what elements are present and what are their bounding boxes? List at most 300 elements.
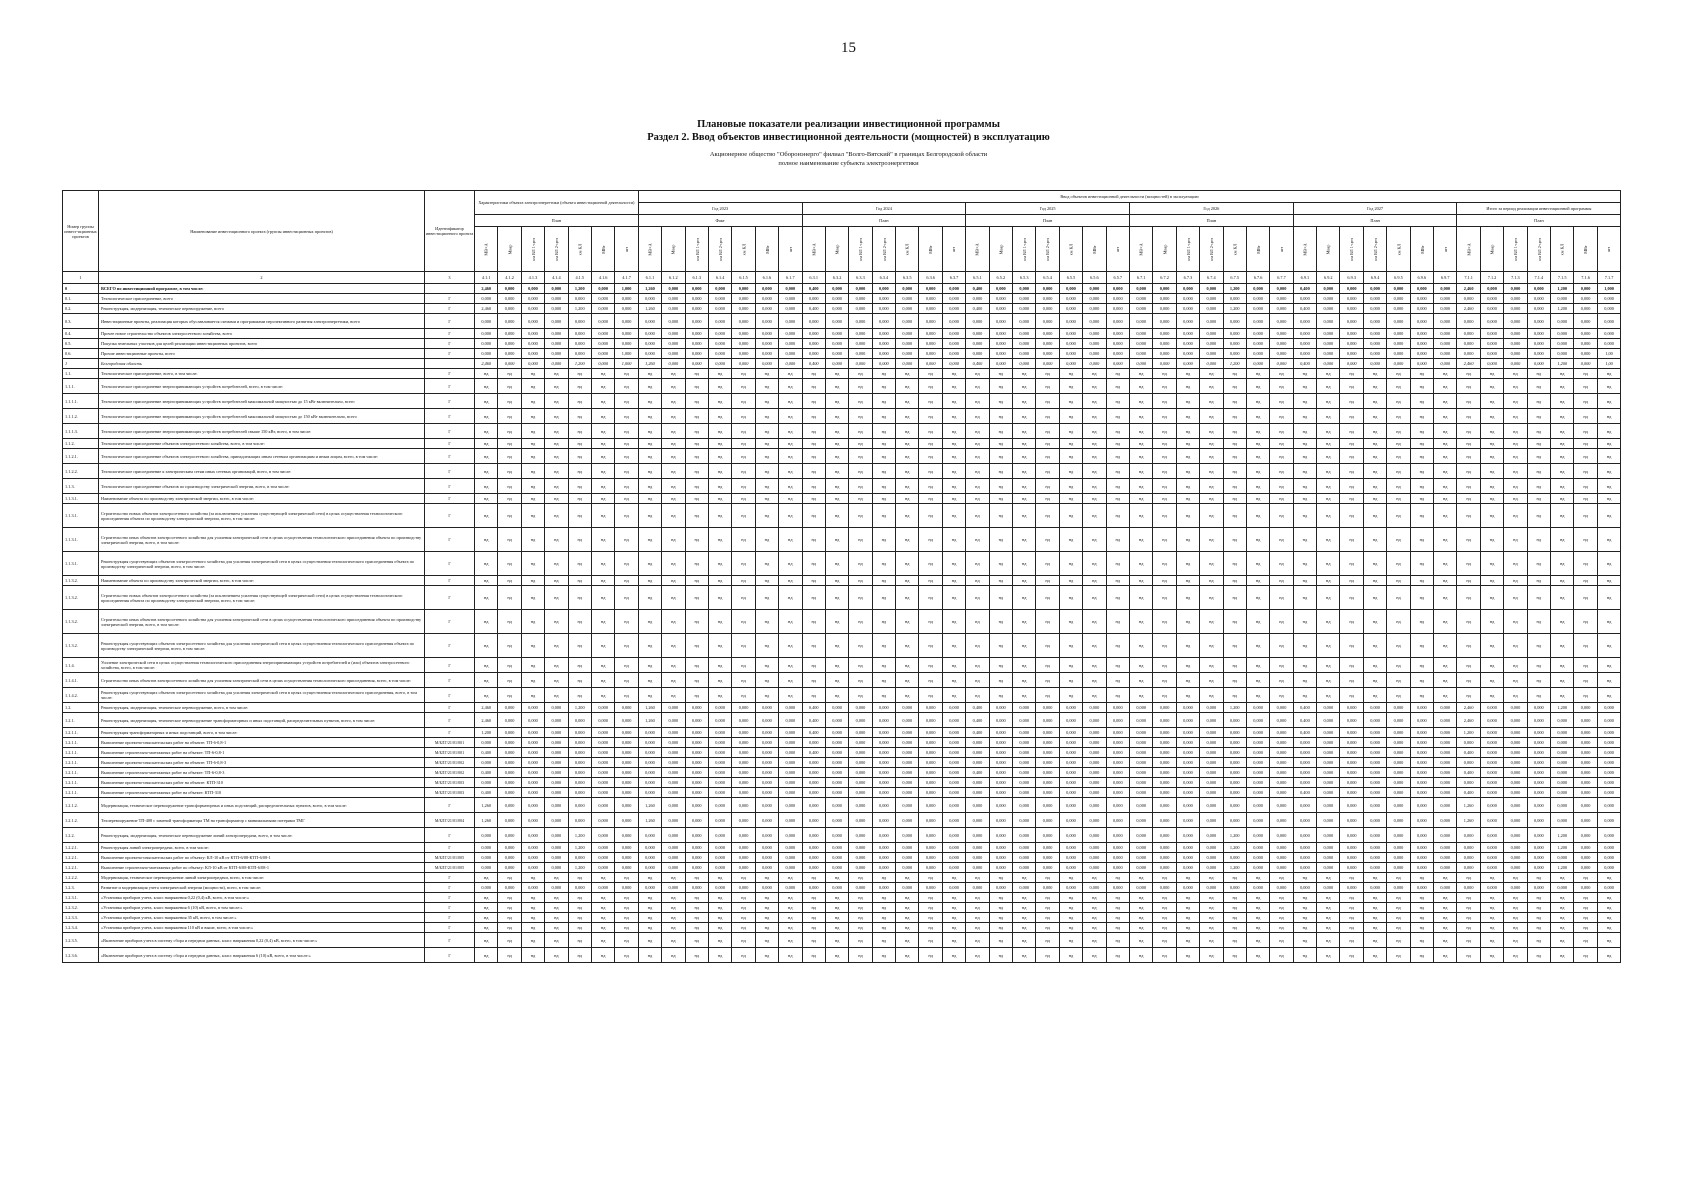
value-cell: 0,000	[1270, 883, 1293, 893]
value-cell: нд	[685, 673, 708, 688]
value-cell: нд	[1480, 479, 1503, 494]
value-cell: нд	[1387, 923, 1410, 933]
value-cell: нд	[1293, 439, 1316, 449]
value-cell: нд	[545, 913, 568, 923]
value-cell: нд	[1106, 394, 1129, 409]
value-cell: нд	[1036, 913, 1059, 923]
value-cell: 0,000	[591, 304, 614, 314]
value-cell: 0,000	[732, 294, 755, 304]
value-cell: нд	[1293, 913, 1316, 923]
value-cell: 0,000	[919, 863, 942, 873]
value-cell: нд	[1527, 479, 1550, 494]
value-cell: 0,000	[872, 314, 895, 329]
value-cell: 0,000	[475, 294, 498, 304]
value-cell: 0,000	[1013, 853, 1036, 863]
column-index: 6.9.1	[1293, 272, 1316, 284]
value-cell: нд	[1387, 948, 1410, 963]
value-cell: 0,000	[1106, 284, 1129, 294]
value-cell: нд	[1200, 586, 1223, 610]
value-cell: 0,000	[1387, 728, 1410, 738]
value-cell: нд	[1059, 479, 1082, 494]
value-cell: 0,000	[1293, 349, 1316, 359]
value-cell: 0,000	[1597, 738, 1621, 748]
value-cell: нд	[1387, 409, 1410, 424]
column-index: 6.3.6	[919, 272, 942, 284]
header-unit-label: км КЛ	[1068, 243, 1074, 255]
value-cell: 0,000	[545, 304, 568, 314]
value-cell: нд	[1551, 394, 1574, 409]
value-cell: нд	[1527, 893, 1550, 903]
value-cell: нд	[1317, 494, 1340, 504]
value-cell: нд	[802, 464, 825, 479]
column-index: 6.3.4	[872, 272, 895, 284]
value-cell: нд	[989, 424, 1012, 439]
value-cell: нд	[1223, 903, 1246, 913]
column-index: 7.1.2	[1480, 272, 1503, 284]
value-cell: нд	[1223, 494, 1246, 504]
identifier-cell: М/БЛГ/21/01/001	[425, 748, 475, 758]
value-cell: нд	[475, 494, 498, 504]
value-cell: нд	[498, 494, 521, 504]
value-cell: 0,000	[779, 853, 802, 863]
value-cell: 0,400	[1293, 728, 1316, 738]
value-cell: нд	[1129, 948, 1152, 963]
value-cell: нд	[896, 948, 919, 963]
header-unit-label: км КЛ	[1395, 243, 1401, 255]
value-cell: 0,000	[615, 768, 638, 778]
identifier-cell: Г	[425, 933, 475, 948]
value-cell: 0,000	[755, 778, 778, 788]
value-cell: 0,000	[1504, 768, 1527, 778]
value-cell: нд	[942, 903, 965, 913]
project-name-cell: Технологическое присоединение энергопринимающих устройств потребителей свыше 150 кВт, всего, в том числе:	[99, 424, 425, 439]
value-cell: нд	[1106, 948, 1129, 963]
value-cell: 0,000	[1129, 738, 1152, 748]
column-index: 1	[63, 272, 99, 284]
value-cell: нд	[615, 913, 638, 923]
value-cell: нд	[1574, 913, 1597, 923]
value-cell: нд	[1246, 923, 1269, 933]
value-cell: нд	[1200, 903, 1223, 913]
investment-table	[62, 190, 1621, 963]
header-unit	[498, 227, 521, 272]
value-cell: 0,000	[779, 713, 802, 728]
value-cell: 0,000	[1480, 883, 1503, 893]
value-cell: нд	[1293, 673, 1316, 688]
value-cell: нд	[989, 576, 1012, 586]
value-cell: нд	[1083, 913, 1106, 923]
column-index: 6.5.7	[1106, 272, 1129, 284]
value-cell: 0,000	[1153, 758, 1176, 768]
header-unit-label: Мвар	[998, 244, 1004, 254]
value-cell: нд	[591, 673, 614, 688]
value-cell: нд	[1293, 586, 1316, 610]
value-cell: нд	[755, 933, 778, 948]
column-index: 6.5.2	[989, 272, 1012, 284]
value-cell: 0,000	[685, 284, 708, 294]
value-cell: нд	[966, 913, 989, 923]
value-cell: нд	[615, 409, 638, 424]
value-cell: нд	[498, 424, 521, 439]
value-cell: 0,000	[498, 713, 521, 728]
value-cell: 0,000	[1317, 703, 1340, 713]
value-cell: нд	[896, 576, 919, 586]
value-cell: 0,000	[662, 713, 685, 728]
value-cell: 0,400	[802, 359, 825, 369]
header-unit	[1270, 227, 1293, 272]
value-cell: нд	[1434, 439, 1457, 449]
value-cell: 0,000	[1597, 843, 1621, 853]
value-cell: 0,000	[1574, 768, 1597, 778]
value-cell: 0,000	[1340, 853, 1363, 863]
value-cell: нд	[591, 504, 614, 528]
value-cell: нд	[685, 913, 708, 923]
project-name-cell: Технологическое присоединение объектов электросетевого хозяйства, принадлежащих иным сетевым организациям и иным лицам, всего, в том числе:	[99, 449, 425, 464]
page-number: 15	[841, 40, 856, 56]
value-cell: нд	[1597, 688, 1621, 703]
value-cell: нд	[1480, 494, 1503, 504]
column-index: 6.3.1	[802, 272, 825, 284]
value-cell: нд	[615, 479, 638, 494]
value-cell: нд	[1551, 933, 1574, 948]
value-cell: 0,000	[755, 703, 778, 713]
table-row	[63, 439, 1621, 449]
value-cell: 1,000	[1597, 284, 1621, 294]
value-cell: 0,000	[825, 778, 848, 788]
value-cell: 0,000	[755, 339, 778, 349]
header-unit	[1036, 227, 1059, 272]
value-cell: 0,000	[732, 349, 755, 359]
value-cell: нд	[1340, 634, 1363, 658]
value-cell: нд	[1013, 610, 1036, 634]
value-cell: нд	[1036, 479, 1059, 494]
project-name-cell: Реконструкция существующих объектов электросетевого хозяйства для усиления электрической сети в целях осуществления технологического присоединения, всего, в том числе:	[99, 688, 425, 703]
value-cell: 0,000	[1129, 294, 1152, 304]
value-cell: нд	[802, 552, 825, 576]
value-cell: 0,000	[1059, 853, 1082, 863]
row-number: 1.1.3.2.	[63, 576, 99, 586]
value-cell: 0,000	[568, 813, 591, 828]
header-unit-label: шт	[787, 246, 793, 252]
value-cell: 0,000	[1410, 304, 1433, 314]
value-cell: 0,000	[1223, 314, 1246, 329]
value-cell: нд	[708, 369, 731, 379]
value-cell: нд	[942, 504, 965, 528]
value-cell: нд	[896, 394, 919, 409]
value-cell: 0,000	[1036, 284, 1059, 294]
value-cell: нд	[872, 673, 895, 688]
value-cell: нд	[755, 948, 778, 963]
value-cell: нд	[779, 610, 802, 634]
value-cell: 0,000	[1387, 853, 1410, 863]
value-cell: 0,000	[1574, 703, 1597, 713]
value-cell: 0,000	[615, 843, 638, 853]
value-cell: 0,000	[989, 813, 1012, 828]
value-cell: нд	[1317, 439, 1340, 449]
value-cell: нд	[708, 634, 731, 658]
row-number: 1.2.2.2.	[63, 873, 99, 883]
value-cell: 0,000	[825, 863, 848, 873]
value-cell: нд	[1457, 913, 1480, 923]
column-index: 6.9.3	[1340, 272, 1363, 284]
value-cell: нд	[849, 586, 872, 610]
value-cell: нд	[1293, 688, 1316, 703]
value-cell: 0,000	[638, 738, 661, 748]
value-cell: 0,000	[1246, 349, 1269, 359]
value-cell: 0,000	[942, 778, 965, 788]
value-cell: нд	[1270, 424, 1293, 439]
value-cell: нд	[521, 494, 544, 504]
value-cell: нд	[1434, 528, 1457, 552]
value-cell: 0,000	[1223, 294, 1246, 304]
value-cell: нд	[1363, 409, 1386, 424]
value-cell: 0,000	[732, 284, 755, 294]
value-cell: 2,460	[1457, 284, 1480, 294]
value-cell: нд	[685, 494, 708, 504]
value-cell: нд	[1457, 873, 1480, 883]
column-index: 7.1.6	[1574, 272, 1597, 284]
value-cell: нд	[1574, 379, 1597, 394]
value-cell: нд	[568, 948, 591, 963]
value-cell: нд	[1457, 394, 1480, 409]
identifier-cell: Г	[425, 728, 475, 738]
value-cell: 0,000	[1223, 758, 1246, 768]
identifier-cell: Г	[425, 883, 475, 893]
value-cell: нд	[685, 948, 708, 963]
identifier-cell: Г	[425, 843, 475, 853]
value-cell: нд	[1551, 449, 1574, 464]
header-unit	[942, 227, 965, 272]
value-cell: 0,000	[545, 748, 568, 758]
value-cell: нд	[872, 933, 895, 948]
value-cell: 0,000	[989, 294, 1012, 304]
value-cell: 0,000	[1480, 843, 1503, 853]
value-cell: 0,000	[989, 339, 1012, 349]
header-unit	[1059, 227, 1082, 272]
value-cell: 0,000	[1059, 768, 1082, 778]
value-cell: 0,000	[545, 284, 568, 294]
value-cell: 0,000	[1504, 758, 1527, 768]
value-cell: 0,000	[662, 304, 685, 314]
value-cell: нд	[568, 479, 591, 494]
value-cell: нд	[591, 948, 614, 963]
value-cell: нд	[498, 586, 521, 610]
value-cell: нд	[1480, 923, 1503, 933]
value-cell: 0,000	[755, 828, 778, 843]
value-cell: нд	[1317, 552, 1340, 576]
value-cell: нд	[1223, 913, 1246, 923]
value-cell: 0,000	[1574, 853, 1597, 863]
value-cell: нд	[685, 903, 708, 913]
value-cell: нд	[638, 449, 661, 464]
value-cell: 0,000	[825, 843, 848, 853]
value-cell: нд	[825, 439, 848, 449]
value-cell: 0,000	[1363, 728, 1386, 738]
value-cell: нд	[1223, 439, 1246, 449]
value-cell: нд	[498, 479, 521, 494]
value-cell: нд	[1013, 439, 1036, 449]
value-cell: нд	[1457, 903, 1480, 913]
row-number: 1.1.3.1.	[63, 504, 99, 528]
header-identifier: Идентификатор инвестиционного проекта	[425, 191, 475, 272]
value-cell: нд	[545, 658, 568, 673]
value-cell: 0,000	[708, 349, 731, 359]
identifier-cell: Г	[425, 688, 475, 703]
value-cell: нд	[732, 439, 755, 449]
value-cell: нд	[521, 610, 544, 634]
value-cell: нд	[1527, 504, 1550, 528]
value-cell: 0,000	[1246, 713, 1269, 728]
value-cell: 0,000	[896, 359, 919, 369]
value-cell: нд	[1106, 504, 1129, 528]
value-cell: нд	[498, 610, 521, 634]
value-cell: нд	[1551, 494, 1574, 504]
value-cell: 0,000	[779, 758, 802, 768]
value-cell: нд	[1434, 923, 1457, 933]
value-cell: 1,260	[638, 304, 661, 314]
value-cell: 0,000	[638, 828, 661, 843]
value-cell: 0,000	[779, 329, 802, 339]
value-cell: 0,000	[1246, 339, 1269, 349]
value-cell: 0,000	[1153, 883, 1176, 893]
value-cell: нд	[685, 464, 708, 479]
value-cell: 0,000	[802, 813, 825, 828]
value-cell: 0,000	[1013, 768, 1036, 778]
value-cell: нд	[1434, 449, 1457, 464]
value-cell: нд	[1153, 873, 1176, 883]
value-cell: нд	[568, 394, 591, 409]
header-unit-label: Мвар	[1162, 244, 1168, 254]
value-cell: 0,000	[1270, 304, 1293, 314]
value-cell: нд	[919, 658, 942, 673]
value-cell: нд	[1340, 913, 1363, 923]
value-cell: нд	[1176, 494, 1199, 504]
value-cell: 0,000	[708, 768, 731, 778]
value-cell: нд	[708, 528, 731, 552]
value-cell: 0,000	[872, 853, 895, 863]
value-cell: 0,000	[732, 329, 755, 339]
value-cell: нд	[989, 379, 1012, 394]
value-cell: 0,000	[708, 853, 731, 863]
header-unit	[1246, 227, 1269, 272]
value-cell: нд	[872, 634, 895, 658]
row-number: 0.3.	[63, 314, 99, 329]
value-cell: 0,000	[1527, 853, 1550, 863]
value-cell: нд	[1200, 923, 1223, 933]
value-cell: нд	[1270, 504, 1293, 528]
value-cell: нд	[755, 634, 778, 658]
value-cell: нд	[942, 893, 965, 903]
value-cell: 0,000	[708, 788, 731, 798]
project-name-cell: Модернизация, техническое перевооружение трансформаторных и иных подстанций, распределительных пунктов, всего, в том числе:	[99, 798, 425, 813]
header-unit-label: км ВЛ 2-цеп	[717, 237, 723, 261]
value-cell: 0,000	[966, 314, 989, 329]
value-cell: нд	[568, 873, 591, 883]
value-cell: 0,000	[1153, 768, 1176, 778]
value-cell: 1,200	[1457, 728, 1480, 738]
value-cell: нд	[732, 923, 755, 933]
value-cell: 0,000	[1410, 339, 1433, 349]
value-cell: нд	[1504, 913, 1527, 923]
value-cell: 0,000	[1153, 294, 1176, 304]
value-cell: нд	[615, 394, 638, 409]
value-cell: нд	[568, 379, 591, 394]
value-cell: 0,000	[919, 788, 942, 798]
value-cell: 0,000	[1527, 703, 1550, 713]
value-cell: нд	[1106, 658, 1129, 673]
value-cell: 0,000	[1574, 359, 1597, 369]
value-cell: 0,000	[1176, 314, 1199, 329]
value-cell: 0,000	[1387, 883, 1410, 893]
value-cell: 0,000	[708, 863, 731, 873]
header-plan: План	[966, 215, 1130, 227]
value-cell: 0,000	[1574, 863, 1597, 873]
value-cell: 1,260	[638, 284, 661, 294]
value-cell: 0,000	[662, 329, 685, 339]
value-cell: 0,000	[919, 349, 942, 359]
row-number: 1.1.3.	[63, 479, 99, 494]
value-cell: нд	[1153, 409, 1176, 424]
value-cell: нд	[1363, 424, 1386, 439]
value-cell: нд	[779, 903, 802, 913]
value-cell: нд	[1200, 673, 1223, 688]
value-cell: нд	[662, 424, 685, 439]
value-cell: нд	[1270, 586, 1293, 610]
table-row	[63, 284, 1621, 294]
value-cell: 0,000	[1504, 828, 1527, 843]
value-cell: нд	[1574, 903, 1597, 913]
value-cell: нд	[896, 658, 919, 673]
value-cell: нд	[662, 439, 685, 449]
value-cell: нд	[989, 893, 1012, 903]
column-index: 6.1.6	[755, 272, 778, 284]
value-cell: 0,000	[1574, 329, 1597, 339]
value-cell: 0,000	[1129, 843, 1152, 853]
value-cell: 0,000	[1176, 863, 1199, 873]
value-cell: 0,000	[989, 843, 1012, 853]
value-cell: 0,000	[1527, 798, 1550, 813]
value-cell: нд	[896, 903, 919, 913]
value-cell: 0,000	[1480, 828, 1503, 843]
header-row-1	[63, 191, 1621, 203]
value-cell: нд	[1293, 658, 1316, 673]
value-cell: нд	[1059, 634, 1082, 658]
project-name-cell: Технологическое присоединение энергопринимающих устройств потребителей максимальной мощностью до 15 кВт включительно, всего	[99, 394, 425, 409]
table-row	[63, 339, 1621, 349]
value-cell: 0,000	[475, 329, 498, 339]
value-cell: 0,000	[568, 798, 591, 813]
title-line-1: Плановые показатели реализации инвестиционной программы	[697, 119, 1000, 130]
identifier-cell: Г	[425, 329, 475, 339]
value-cell: 0,000	[755, 863, 778, 873]
value-cell: 0,000	[1083, 314, 1106, 329]
value-cell: нд	[825, 634, 848, 658]
value-cell: 0,000	[662, 843, 685, 853]
value-cell: 0,000	[872, 738, 895, 748]
value-cell: 0,000	[1551, 758, 1574, 768]
row-number: 1.2.3.3.	[63, 913, 99, 923]
value-cell: нд	[1013, 673, 1036, 688]
value-cell: 0,000	[1106, 703, 1129, 713]
value-cell: нд	[521, 634, 544, 658]
column-index: 6.7.5	[1223, 272, 1246, 284]
value-cell: 0,000	[1200, 713, 1223, 728]
value-cell: 0,000	[1106, 339, 1129, 349]
value-cell: нд	[545, 893, 568, 903]
value-cell: нд	[989, 903, 1012, 913]
value-cell: нд	[1480, 409, 1503, 424]
value-cell: 0,000	[919, 339, 942, 349]
